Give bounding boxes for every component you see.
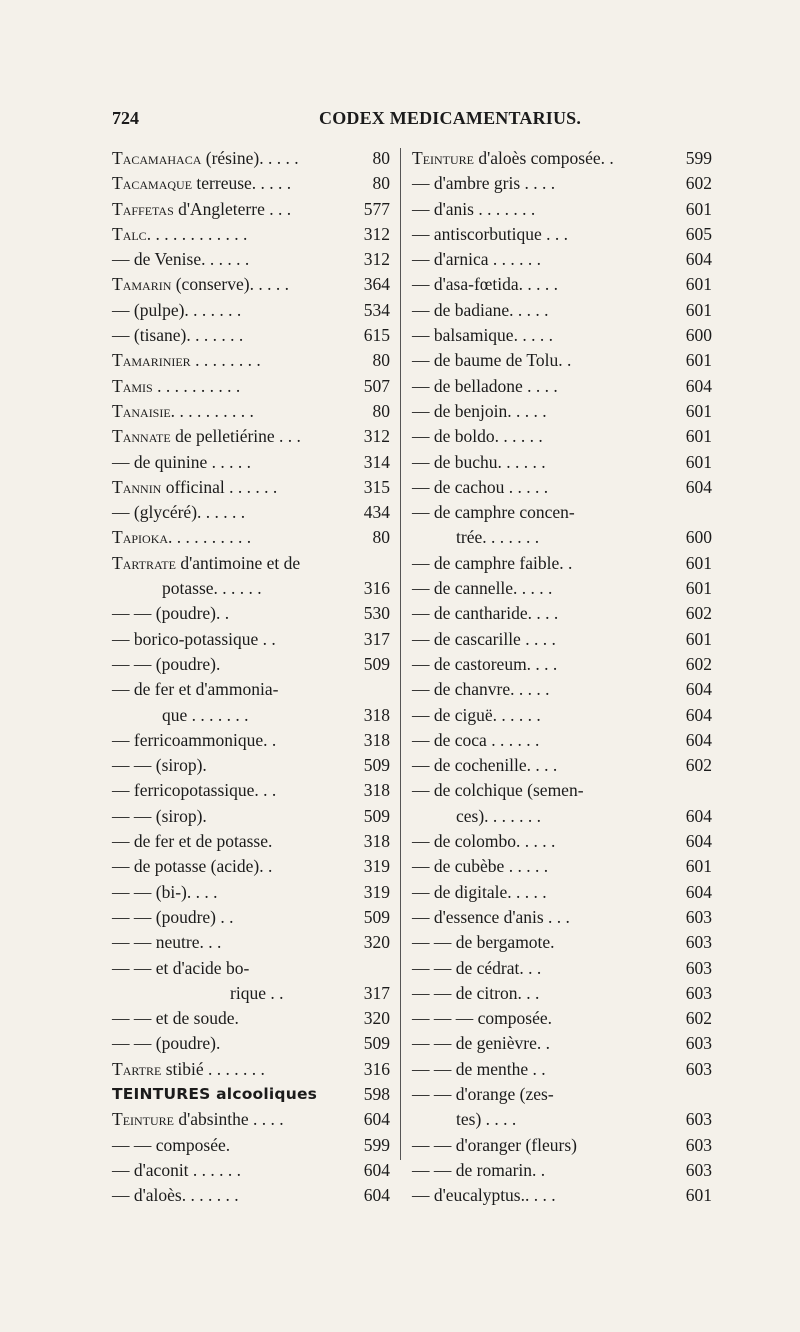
index-entry	[112, 399, 390, 424]
entry-text: Tacamaque terreuse. . . . .	[112, 173, 292, 194]
entry-page-number: 603	[685, 906, 712, 927]
entry-text: — — de genièvre. .	[412, 1033, 551, 1054]
entry-text: — — de cédrat. . .	[412, 957, 542, 978]
entry-page-number: 601	[685, 628, 712, 649]
entry-text: — de quinine . . . . .	[112, 451, 252, 472]
index-entry	[112, 854, 390, 879]
entry-text: — de ciguë. . . . . .	[412, 704, 541, 725]
entry-text: — (pulpe). . . . . . .	[112, 299, 242, 320]
index-entry	[412, 1107, 712, 1132]
entry-text: — de belladone . . . .	[412, 375, 558, 396]
entry-text: — de cascarille . . . .	[412, 628, 556, 649]
index-entry	[412, 703, 712, 728]
entry-text: — — — composée.	[412, 1008, 552, 1029]
entry-page-number: 605	[685, 223, 712, 244]
entry-text: — — et de soude.	[112, 1008, 239, 1029]
entry-page-number: 615	[363, 325, 390, 346]
entry-text: Tamarinier . . . . . . . .	[112, 350, 261, 371]
entry-page-number: 364	[363, 274, 390, 295]
entry-page-number: 599	[363, 1134, 390, 1155]
entry-page-number: 534	[363, 299, 390, 320]
index-entry	[112, 551, 390, 576]
entry-text: ces). . . . . . .	[456, 805, 542, 826]
index-entry	[112, 981, 390, 1006]
entry-text: — d'ambre gris . . . .	[412, 173, 556, 194]
index-entry	[412, 525, 712, 550]
entry-page-number: 319	[363, 856, 390, 877]
index-entry	[112, 627, 390, 652]
index-entry	[412, 1006, 712, 1031]
entry-text: — de colombo. . . . .	[412, 831, 556, 852]
entry-text: — ferricoammonique. .	[112, 729, 277, 750]
entry-text: — d'eucalyptus.. . . .	[412, 1185, 556, 1206]
index-entry	[112, 450, 390, 475]
entry-page-number: 602	[685, 173, 712, 194]
index-entry	[412, 399, 712, 424]
index-entry	[112, 475, 390, 500]
entry-text: tes) . . . .	[456, 1109, 517, 1130]
index-entry	[112, 323, 390, 348]
index-entry	[412, 981, 712, 1006]
entry-text: — de cubèbe . . . . .	[412, 856, 549, 877]
entry-page-number: 80	[372, 173, 390, 194]
entry-text: — — de citron. . .	[412, 982, 540, 1003]
entry-page-number: 601	[685, 274, 712, 295]
entry-page-number: 604	[685, 729, 712, 750]
entry-page-number: 603	[685, 1058, 712, 1079]
entry-page-number: 434	[363, 502, 390, 523]
entry-page-number: 600	[685, 527, 712, 548]
index-entry	[412, 728, 712, 753]
entry-page-number: 600	[685, 325, 712, 346]
index-entry	[112, 677, 390, 702]
entry-text: — de buchu. . . . . .	[412, 451, 546, 472]
right-index-column	[412, 146, 712, 1208]
index-entry	[112, 956, 390, 981]
index-entry	[412, 551, 712, 576]
entry-page-number: 603	[685, 1109, 712, 1130]
entry-page-number: 318	[363, 704, 390, 725]
index-entry	[112, 576, 390, 601]
index-entry	[412, 1082, 712, 1107]
entry-text: — d'aconit . . . . . .	[112, 1159, 242, 1180]
index-entry	[412, 247, 712, 272]
entry-text: — — de bergamote.	[412, 932, 555, 953]
index-entry	[412, 272, 712, 297]
entry-page-number: 604	[685, 249, 712, 270]
entry-text: — (tisane). . . . . . .	[112, 325, 244, 346]
entry-text: — de boldo. . . . . .	[412, 426, 543, 447]
entry-page-number: 601	[685, 400, 712, 421]
entry-text: — de Venise. . . . . .	[112, 249, 250, 270]
index-entry	[412, 424, 712, 449]
entry-text: — — (bi-). . . .	[112, 881, 218, 902]
index-entry	[412, 804, 712, 829]
entry-text: — — de romarin. .	[412, 1159, 546, 1180]
entry-text: — — (poudre).	[112, 1033, 221, 1054]
index-entry	[112, 197, 390, 222]
entry-text: — de chanvre. . . . .	[412, 679, 550, 700]
index-entry	[412, 880, 712, 905]
index-entry	[112, 778, 390, 803]
index-entry	[412, 146, 712, 171]
entry-page-number: 601	[685, 552, 712, 573]
entry-page-number: 604	[363, 1185, 390, 1206]
index-entry	[112, 1031, 390, 1056]
index-entry	[112, 880, 390, 905]
entry-page-number: 603	[685, 982, 712, 1003]
entry-page-number: 599	[685, 148, 712, 168]
entry-page-number: 603	[685, 1134, 712, 1155]
entry-text: — balsamique. . . . .	[412, 325, 553, 346]
index-entry	[112, 1107, 390, 1132]
entry-text: — d'anis . . . . . . .	[412, 198, 536, 219]
index-entry	[412, 1031, 712, 1056]
index-entry	[412, 323, 712, 348]
index-entry	[412, 627, 712, 652]
index-entry	[112, 272, 390, 297]
index-entry	[112, 1006, 390, 1031]
entry-page-number: 312	[363, 249, 390, 270]
entry-page-number: 601	[685, 1185, 712, 1206]
entry-text: — — (poudre). .	[112, 603, 230, 624]
entry-text: TEINTURES alcooliques	[112, 1084, 318, 1103]
index-entry	[412, 677, 712, 702]
entry-text: Teinture d'aloès composée. .	[412, 148, 614, 168]
entry-text: — d'essence d'anis . . .	[412, 906, 570, 927]
index-entry	[412, 753, 712, 778]
index-entry	[412, 1057, 712, 1082]
index-entry	[412, 298, 712, 323]
entry-page-number: 509	[363, 805, 390, 826]
entry-page-number: 80	[372, 527, 390, 548]
entry-text: — borico-potassique . .	[112, 628, 276, 649]
entry-text: — — et d'acide bo-	[112, 957, 250, 978]
entry-text: — — neutre. . .	[112, 932, 222, 953]
index-entry	[412, 956, 712, 981]
index-entry	[412, 171, 712, 196]
index-entry	[112, 1133, 390, 1158]
entry-page-number: 604	[685, 375, 712, 396]
entry-page-number: 507	[363, 375, 390, 396]
index-entry	[412, 348, 712, 373]
entry-text: — de coca . . . . . .	[412, 729, 540, 750]
entry-text: — de castoreum. . . .	[412, 653, 558, 674]
entry-page-number: 316	[363, 1058, 390, 1079]
entry-text: rique . .	[230, 982, 284, 1003]
entry-page-number: 603	[685, 1159, 712, 1180]
index-entry	[412, 450, 712, 475]
entry-page-number: 318	[363, 780, 390, 801]
entry-page-number: 317	[363, 982, 390, 1003]
index-entry	[112, 171, 390, 196]
index-entry	[412, 1183, 712, 1208]
entry-text: — de fer et d'ammonia-	[112, 679, 279, 700]
entry-page-number: 604	[685, 881, 712, 902]
entry-page-number: 602	[685, 1008, 712, 1029]
index-entry	[112, 753, 390, 778]
entry-page-number: 602	[685, 603, 712, 624]
index-entry	[112, 1082, 390, 1107]
entry-page-number: 604	[685, 704, 712, 725]
index-entry	[112, 298, 390, 323]
entry-page-number: 320	[363, 1008, 390, 1029]
entry-page-number: 601	[685, 426, 712, 447]
entry-text: Talc. . . . . . . . . . . .	[112, 223, 248, 244]
index-entry	[412, 601, 712, 626]
entry-page-number: 509	[363, 1033, 390, 1054]
entry-text: Tannin officinal . . . . . .	[112, 476, 278, 497]
entry-text: — de cochenille. . . .	[412, 755, 558, 776]
index-entry	[112, 1183, 390, 1208]
entry-page-number: 509	[363, 906, 390, 927]
entry-page-number: 318	[363, 729, 390, 750]
entry-text: — de cannelle. . . . .	[412, 578, 553, 599]
index-entry	[112, 525, 390, 550]
entry-page-number: 601	[685, 350, 712, 371]
index-entry	[112, 348, 390, 373]
entry-text: — de digitale. . . . .	[412, 881, 547, 902]
index-entry	[412, 374, 712, 399]
entry-page-number: 509	[363, 755, 390, 776]
entry-page-number: 577	[363, 198, 390, 219]
entry-page-number: 602	[685, 755, 712, 776]
index-entry	[112, 424, 390, 449]
entry-text: — — (poudre).	[112, 653, 221, 674]
entry-text: — d'aloès. . . . . . .	[112, 1185, 239, 1206]
entry-text: — d'asa-fœtida. . . . .	[412, 274, 559, 295]
entry-text: Taffetas d'Angleterre . . .	[112, 198, 292, 219]
entry-page-number: 601	[685, 451, 712, 472]
entry-text: Tannate de pelletiérine . . .	[112, 426, 301, 447]
entry-page-number: 320	[363, 932, 390, 953]
page-header	[112, 108, 708, 132]
entry-text: — de fer et de potasse.	[112, 831, 273, 852]
index-entry	[112, 703, 390, 728]
entry-text: — de potasse (acide). .	[112, 856, 273, 877]
entry-text: Tamarin (conserve). . . . .	[112, 274, 289, 295]
index-entry	[412, 652, 712, 677]
entry-text: — antiscorbutique . . .	[412, 223, 569, 244]
entry-text: Tartre stibié . . . . . . .	[112, 1058, 265, 1079]
index-entry	[412, 905, 712, 930]
left-index-column	[112, 146, 390, 1208]
entry-text: — — (poudre) . .	[112, 906, 234, 927]
index-entry	[412, 500, 712, 525]
entry-text: — de camphre faible. .	[412, 552, 573, 573]
entry-page-number: 604	[685, 831, 712, 852]
entry-text: — — (sirop).	[112, 755, 207, 776]
index-entry	[112, 500, 390, 525]
index-entry	[112, 728, 390, 753]
index-entry	[412, 197, 712, 222]
entry-page-number: 312	[363, 223, 390, 244]
entry-page-number: 319	[363, 881, 390, 902]
index-entry	[412, 1158, 712, 1183]
entry-page-number: 80	[372, 148, 390, 168]
entry-text: Tartrate d'antimoine et de	[112, 552, 301, 573]
entry-text: — — (sirop).	[112, 805, 207, 826]
index-entry	[112, 905, 390, 930]
index-entry	[112, 804, 390, 829]
entry-text: — de baume de Tolu. .	[412, 350, 572, 371]
entry-page-number: 603	[685, 1033, 712, 1054]
entry-page-number: 602	[685, 653, 712, 674]
index-entry	[412, 930, 712, 955]
entry-text: — — composée.	[112, 1134, 231, 1155]
entry-text: Tanaisie. . . . . . . . . .	[112, 400, 254, 421]
index-entry	[112, 146, 390, 171]
entry-text: — — d'oranger (fleurs)	[412, 1134, 577, 1155]
entry-page-number: 315	[363, 476, 390, 497]
index-entry	[112, 222, 390, 247]
entry-text: trée. . . . . . .	[456, 527, 540, 548]
index-entry	[112, 829, 390, 854]
entry-page-number: 312	[363, 426, 390, 447]
entry-page-number: 316	[363, 578, 390, 599]
index-entry	[412, 1133, 712, 1158]
entry-text: que . . . . . . .	[162, 704, 249, 725]
index-entry	[112, 652, 390, 677]
entry-text: — de cachou . . . . .	[412, 476, 549, 497]
entry-page-number: 603	[685, 957, 712, 978]
index-entry	[112, 247, 390, 272]
page-number: 724	[112, 108, 139, 128]
column-divider	[400, 148, 401, 1160]
entry-text: — de benjoin. . . . .	[412, 400, 547, 421]
entry-text: — d'arnica . . . . . .	[412, 249, 542, 270]
entry-page-number: 80	[372, 350, 390, 371]
entry-page-number: 604	[685, 805, 712, 826]
entry-page-number: 601	[685, 856, 712, 877]
entry-text: Tapioka. . . . . . . . . .	[112, 527, 252, 548]
entry-text: Teinture d'absinthe . . . .	[112, 1109, 284, 1130]
entry-text: Tamis . . . . . . . . . .	[112, 375, 241, 396]
entry-page-number: 604	[685, 679, 712, 700]
entry-page-number: 314	[363, 451, 390, 472]
entry-page-number: 80	[372, 400, 390, 421]
index-entry	[412, 576, 712, 601]
entry-page-number: 603	[685, 932, 712, 953]
entry-page-number: 604	[363, 1109, 390, 1130]
index-entry	[112, 1057, 390, 1082]
entry-text: — — de menthe . .	[412, 1058, 546, 1079]
entry-text: Tacamahaca (résine). . . . .	[112, 148, 299, 168]
index-entry	[112, 1158, 390, 1183]
entry-text: — de cantharide. . . .	[412, 603, 559, 624]
entry-page-number: 601	[685, 198, 712, 219]
entry-text: — — d'orange (zes-	[412, 1083, 554, 1104]
index-entry	[412, 829, 712, 854]
index-entry	[112, 601, 390, 626]
index-entry	[412, 854, 712, 879]
entry-text: — (glycéré). . . . . .	[112, 502, 246, 523]
running-title: CODEX MEDICAMENTARIUS.	[319, 108, 582, 128]
entry-text: — de camphre concen-	[412, 502, 575, 523]
index-entry	[112, 930, 390, 955]
entry-page-number: 318	[363, 831, 390, 852]
index-entry	[112, 374, 390, 399]
entry-page-number: 509	[363, 653, 390, 674]
entry-page-number: 604	[363, 1159, 390, 1180]
entry-page-number: 598	[363, 1083, 390, 1104]
entry-text: potasse. . . . . .	[162, 578, 262, 599]
entry-text: — de badiane. . . . .	[412, 299, 549, 320]
entry-text: — ferricopotassique. . .	[112, 780, 277, 801]
index-entry	[412, 475, 712, 500]
entry-page-number: 601	[685, 578, 712, 599]
index-entry	[412, 778, 712, 803]
entry-text: — de colchique (semen-	[412, 780, 584, 801]
entry-page-number: 601	[685, 299, 712, 320]
entry-page-number: 530	[363, 603, 390, 624]
entry-page-number: 317	[363, 628, 390, 649]
entry-page-number: 604	[685, 476, 712, 497]
index-entry	[412, 222, 712, 247]
